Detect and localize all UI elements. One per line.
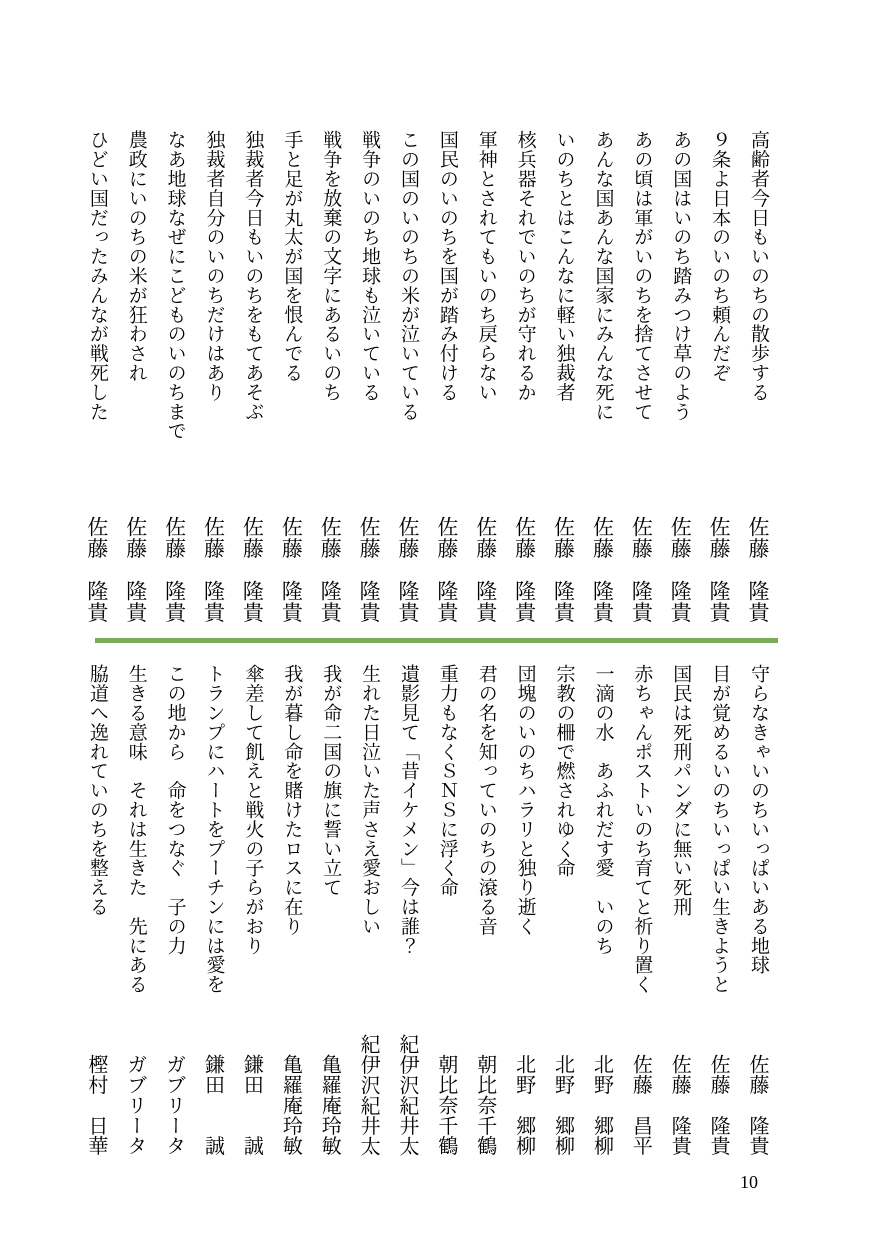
author-name: 鎌田 誠 — [201, 1054, 226, 1156]
section-divider-rule — [95, 638, 778, 643]
poem-column: 国民のいのちを国が踏み付ける — [436, 130, 459, 402]
author-name: 佐藤 隆貴 — [201, 516, 226, 623]
author-name: 鎌田 誠 — [240, 1054, 265, 1156]
author-name: 佐藤 隆貴 — [590, 516, 615, 623]
author-name: 佐藤 隆貴 — [279, 516, 304, 623]
poem-column: 重力もなくＳＮＳに浮く命 — [436, 664, 459, 897]
author-name: 朝比奈千鶴 — [434, 1054, 459, 1156]
poem-column: 傘差して飢えと戦火の子らがおり — [242, 664, 265, 955]
author-name: ガブリータ — [162, 1054, 187, 1156]
poem-column: 農政にいのちの米が狂わされ — [125, 130, 148, 383]
author-name: 佐藤 隆貴 — [707, 516, 732, 623]
poem-column: 戦争のいのち地球も泣いている — [359, 130, 382, 402]
poem-column: 目が覚めるいのちいっぱい生きようと — [709, 664, 732, 994]
author-name: 樫村 日華 — [84, 1054, 109, 1156]
poem-column: 脇道へ逸れていのちを整える — [86, 664, 109, 917]
poem-column: 戦争を放棄の文字にあるいのち — [320, 130, 343, 402]
poem-column: 遺影見て「昔イケメン」今は誰？ — [397, 664, 420, 955]
poem-column: あの国はいのち踏みつけ草のよう — [670, 130, 693, 421]
poem-column: 宗教の柵で燃されゆく命 — [553, 664, 576, 878]
author-name: 佐藤 隆貴 — [746, 1054, 770, 1156]
author-name: 佐藤 隆貴 — [707, 1054, 732, 1156]
author-name: 佐藤 隆貴 — [357, 516, 382, 623]
author-name: 佐藤 隆貴 — [551, 516, 576, 623]
poem-column: 団塊のいのちハラリと独り逝く — [514, 664, 537, 936]
poem-column: 生きる意味 それは生きた 先にある — [125, 664, 148, 994]
author-name: 紀伊沢紀井太 — [357, 1033, 382, 1156]
poem-column: 我が暮し命を賭けたロスに在り — [281, 664, 304, 936]
poem-column: ９条よ日本のいのち頼んだぞ — [709, 130, 732, 383]
author-name: 亀羅庵玲敏 — [318, 1054, 343, 1156]
author-name: 北野 郷柳 — [551, 1054, 576, 1156]
poem-column: あんな国あんな国家にみんな死に — [592, 130, 615, 421]
poem-column: いのちとはこんなに軽い独裁者 — [553, 130, 576, 402]
poem-column: 赤ちゃんポストいのち育てと祈り置く — [631, 664, 654, 994]
author-name: ガブリータ — [123, 1054, 148, 1156]
author-name: 佐藤 隆貴 — [318, 516, 343, 623]
poem-column: 一滴の水 あふれだす愛 いのち — [592, 664, 615, 955]
poem-column: 独裁者自分のいのちだけはあり — [203, 130, 226, 402]
poem-column: ひどい国だったみんなが戦死した — [86, 130, 109, 421]
poem-column: なあ地球なぜにこどものいのちまで — [164, 130, 187, 441]
author-name: 佐藤 昌平 — [629, 1054, 654, 1156]
poem-column: この地から 命をつなぐ 子の力 — [164, 664, 187, 955]
poem-column: 軍神とされてもいのち戻らない — [475, 130, 498, 402]
poem-column: 独裁者今日もいのちをもてあそぶ — [242, 130, 265, 421]
author-name: 北野 郷柳 — [512, 1054, 537, 1156]
author-name: 佐藤 隆貴 — [473, 516, 498, 623]
author-name: 朝比奈千鶴 — [473, 1054, 498, 1156]
poem-column: トランプにハートをプーチンには愛を — [203, 664, 226, 994]
poem-column: この国のいのちの米が泣いている — [397, 130, 420, 421]
top-poems-grid — [68, 130, 768, 510]
author-name: 佐藤 隆貴 — [746, 516, 770, 623]
author-name: 佐藤 隆貴 — [84, 516, 109, 623]
author-name: 北野 郷柳 — [590, 1054, 615, 1156]
author-name: 佐藤 隆貴 — [123, 516, 148, 623]
author-name: 亀羅庵玲敏 — [279, 1054, 304, 1156]
author-name: 紀伊沢紀井太 — [395, 1033, 420, 1156]
poem-column: 核兵器それでいのちが守れるか — [514, 130, 537, 402]
author-name: 佐藤 隆貴 — [512, 516, 537, 623]
poem-column: 手と足が丸太が国を恨んでる — [281, 130, 304, 383]
poem-column: 守らなきゃいのちいっぱいある地球 — [748, 664, 770, 975]
author-name: 佐藤 隆貴 — [668, 1054, 693, 1156]
author-name: 佐藤 隆貴 — [434, 516, 459, 623]
poem-column: 生れた日泣いた声さえ愛おしい — [359, 664, 382, 936]
author-name: 佐藤 隆貴 — [240, 516, 265, 623]
poem-column: 我が命二国の旗に誓い立て — [320, 664, 343, 897]
poem-column: 君の名を知っていのちの滾る音 — [475, 664, 498, 936]
author-name: 佐藤 隆貴 — [629, 516, 654, 623]
top-authors-grid — [68, 516, 768, 634]
author-name: 佐藤 隆貴 — [395, 516, 420, 623]
poem-column: 国民は死刑パンダに無い死刑 — [670, 664, 693, 917]
poem-column: 高齢者今日もいのちの散歩する — [748, 130, 770, 402]
bottom-poems-grid — [68, 664, 768, 1020]
author-name: 佐藤 隆貴 — [162, 516, 187, 623]
page-number: 10 — [740, 1172, 758, 1192]
author-name: 佐藤 隆貴 — [668, 516, 693, 623]
bottom-authors-grid — [68, 1028, 768, 1156]
poem-column: あの頃は軍がいのちを捨てさせて — [631, 130, 654, 421]
